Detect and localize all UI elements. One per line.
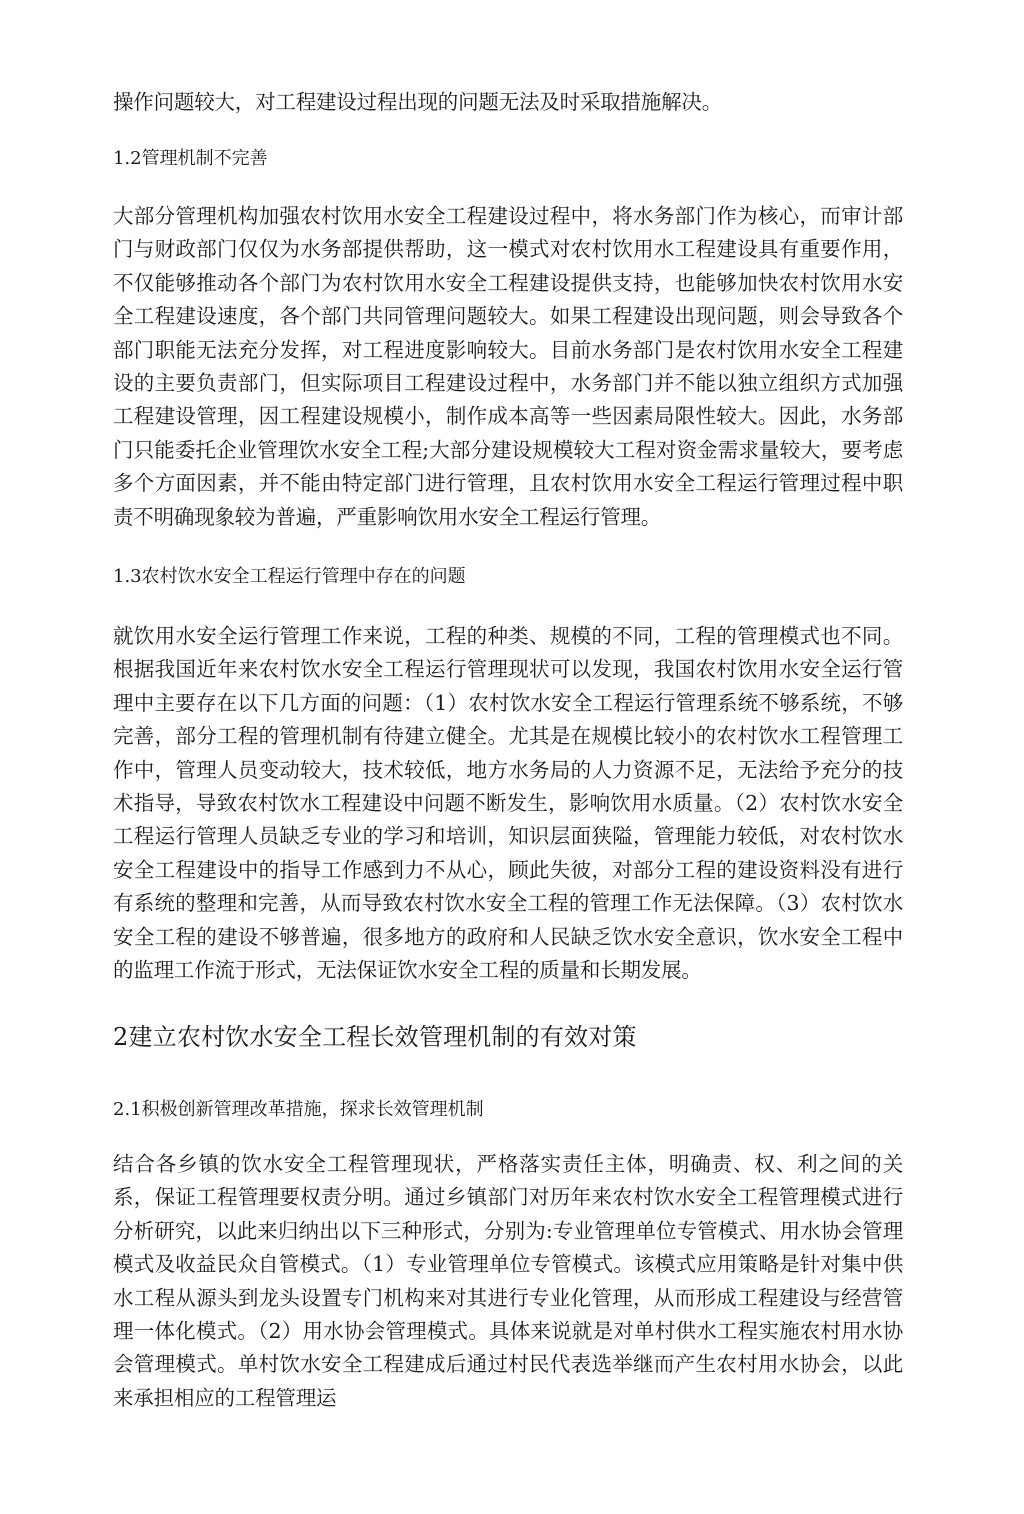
section-heading-1-3: 1.3农村饮水安全工程运行管理中存在的问题 bbox=[113, 566, 466, 587]
section-paragraph-2-1: 结合各乡镇的饮水安全工程管理现状，严格落实责任主体，明确责、权、利之间的关系，保证工程管理要权责分明。通过乡镇部门对历年来农村饮水安全工程管理模式进行分析研究，以此来归纳出以下三种形式，分别为:专业管理单位专管模式、用水协会管理模式及收益民众自管模式。（1）专业管理单位专管模式。该模式应用策略是针对集中供水工程从源头到龙头设置专门机构来对其进行专业化管理，从而形成工程建设与经营管理一体化模式。（2）用水协会管理模式。具体来说就是对单村供水工程实施农村用水协会管理模式。单村饮水安全工程建成后通过村民代表选举继而产生农村用水协会，以此来承担相应的工程管理运 bbox=[113, 1152, 903, 1410]
section-heading-1-2: 1.2管理机制不完善 bbox=[113, 148, 268, 169]
section-heading-2: 2建立农村饮水安全工程长效管理机制的有效对策 bbox=[113, 1023, 637, 1051]
intro-line: 操作问题较大，对工程建设过程出现的问题无法及时采取措施解决。 bbox=[113, 90, 722, 114]
section-paragraph-1-2: 大部分管理机构加强农村饮用水安全工程建设过程中，将水务部门作为核心，而审计部门与财政部门仅仅为水务部提供帮助，这一模式对农村饮用水工程建设具有重要作用，不仅能够推动各个部门为农村饮用水安全工程建设提供支持，也能够加快农村饮用水安全工程建设速度，各个部门共同管理问题较大。如果工程建设出现问题，则会导致各个部门职能无法充分发挥，对工程进度影响较大。目前水务部门是农村饮用水安全工程建设的主要负责部门，但实际项目工程建设过程中，水务部门并不能以独立组织方式加强工程建设管理，因工程建设规模小，制作成本高等一些因素局限性较大。因此，水务部门只能委托企业管理饮水安全工程;大部分建设规模较大工程对资金需求量较大，要考虑多个方面因素，并不能由特定部门进行管理，且农村饮用水安全工程运行管理过程中职责不明确现象较为普遍，严重影响饮用水安全工程运行管理。 bbox=[113, 204, 903, 529]
section-heading-2-1: 2.1积极创新管理改革措施，探求长效管理机制 bbox=[113, 1099, 484, 1120]
section-paragraph-1-3: 就饮用水安全运行管理工作来说，工程的种类、规模的不同，工程的管理模式也不同。根据我国近年来农村饮水安全工程运行管理现状可以发现，我国农村饮用水安全运行管理中主要存在以下几方面的问题：（1）农村饮水安全工程运行管理系统不够系统，不够完善，部分工程的管理机制有待建立健全。尤其是在规模比较小的农村饮水工程管理工作中，管理人员变动较大，技术较低，地方水务局的人力资源不足，无法给予充分的技术指导，导致农村饮水工程建设中问题不断发生，影响饮用水质量。（2）农村饮水安全工程运行管理人员缺乏专业的学习和培训，知识层面狭隘，管理能力较低，对农村饮水安全工程建设中的指导工作感到力不从心，顾此失彼，对部分工程的建设资料没有进行有系统的整理和完善，从而导致农村饮水安全工程的管理工作无法保障。（3）农村饮水安全工程的建设不够普遍，很多地方的政府和人民缺乏饮水安全意识，饮水安全工程中的监理工作流于形式，无法保证饮水安全工程的质量和长期发展。 bbox=[113, 624, 903, 983]
